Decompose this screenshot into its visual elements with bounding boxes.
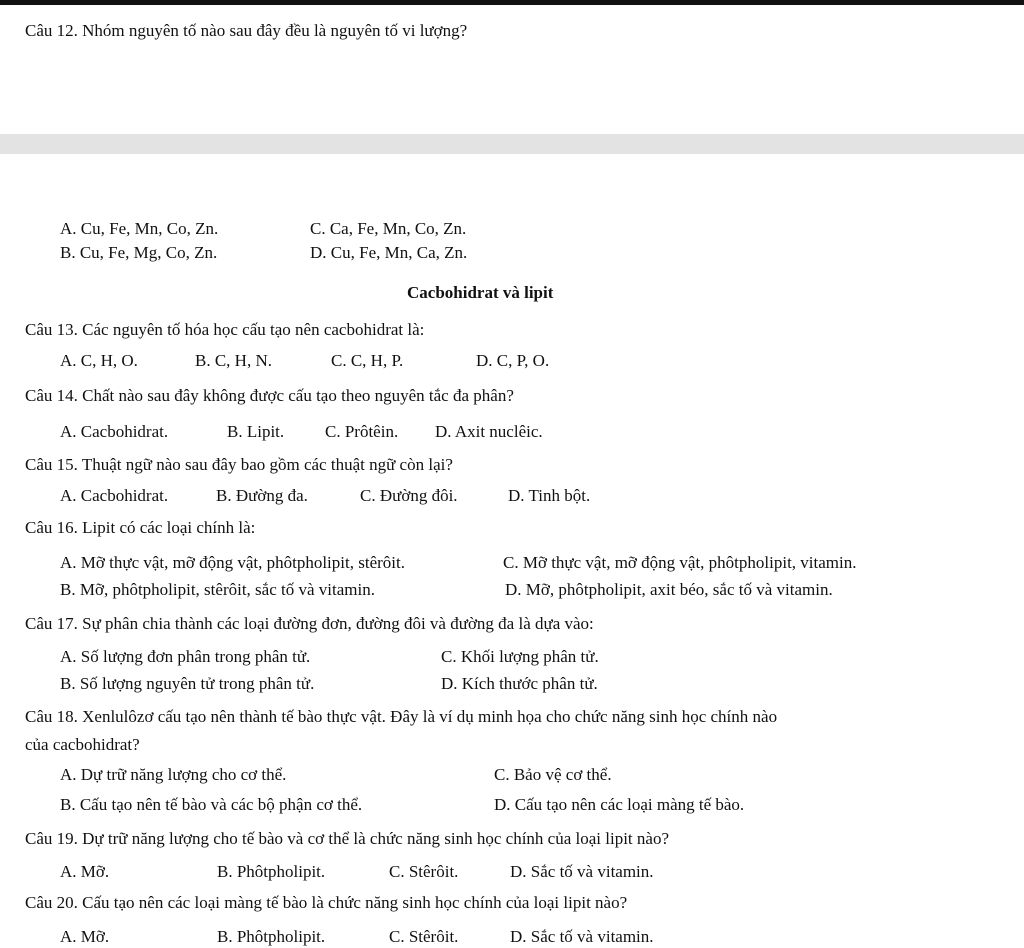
q16-option-c: C. Mỡ thực vật, mỡ động vật, phôtpholipit, vitamin. <box>503 553 857 572</box>
q17-option-a: A. Số lượng đơn phân trong phân tử. <box>60 647 311 666</box>
question-18-line-1: Câu 18. Xenlulôzơ cấu tạo nên thành tế bào thực vật. Đây là ví dụ minh họa cho chức năng sinh học chính nào <box>25 707 778 726</box>
question-15: Câu 15. Thuật ngữ nào sau đây bao gồm các thuật ngữ còn lại? <box>25 455 453 474</box>
q13-option-a: A. C, H, O. <box>60 351 138 370</box>
question-17: Câu 17. Sự phân chia thành các loại đường đơn, đường đôi và đường đa là dựa vào: <box>25 614 594 633</box>
question-19: Câu 19. Dự trữ năng lượng cho tế bào và cơ thể là chức năng sinh học chính của loại lipit nào? <box>25 829 669 848</box>
q15-option-b: B. Đường đa. <box>216 486 308 505</box>
q18-option-d: D. Cấu tạo nên các loại màng tế bào. <box>494 795 745 814</box>
section-title: Cacbohidrat và lipit <box>407 283 554 302</box>
q20-option-b: B. Phôtpholipit. <box>217 927 326 946</box>
q12-option-d: D. Cu, Fe, Mn, Ca, Zn. <box>310 243 468 262</box>
q15-option-c: C. Đường đôi. <box>360 486 458 505</box>
question-13: Câu 13. Các nguyên tố hóa học cấu tạo nên cacbohidrat là: <box>25 320 425 339</box>
q12-option-c: C. Ca, Fe, Mn, Co, Zn. <box>310 219 467 238</box>
q12-option-b: B. Cu, Fe, Mg, Co, Zn. <box>60 243 218 262</box>
question-12: Câu 12. Nhóm nguyên tố nào sau đây đều là nguyên tố vi lượng? <box>25 21 468 40</box>
question-20: Câu 20. Cấu tạo nên các loại màng tế bào là chức năng sinh học chính của loại lipit nào? <box>25 893 628 912</box>
q18-option-a: A. Dự trữ năng lượng cho cơ thể. <box>60 765 287 784</box>
q15-option-d: D. Tinh bột. <box>508 486 591 505</box>
question-14: Câu 14. Chất nào sau đây không được cấu tạo theo nguyên tắc đa phân? <box>25 386 514 405</box>
q13-option-b: B. C, H, N. <box>195 351 272 370</box>
page-gap-band <box>0 134 1024 154</box>
q20-option-a: A. Mỡ. <box>60 927 110 946</box>
q14-option-b: B. Lipit. <box>227 422 285 441</box>
q13-option-d: D. C, P, O. <box>476 351 550 370</box>
q19-option-b: B. Phôtpholipit. <box>217 862 326 881</box>
q14-option-d: D. Axit nuclêic. <box>435 422 543 441</box>
q17-option-b: B. Số lượng nguyên tử trong phân tử. <box>60 674 315 693</box>
top-border <box>0 0 1024 5</box>
q16-option-a: A. Mỡ thực vật, mỡ động vật, phôtpholipit, stêrôit. <box>60 553 405 572</box>
q16-option-d: D. Mỡ, phôtpholipit, axit béo, sắc tố và vitamin. <box>505 580 833 599</box>
q20-option-d: D. Sắc tố và vitamin. <box>510 927 654 946</box>
q14-option-c: C. Prôtêin. <box>325 422 399 441</box>
q16-option-b: B. Mỡ, phôtpholipit, stêrôit, sắc tố và vitamin. <box>60 580 375 599</box>
q18-option-b: B. Cấu tạo nên tế bào và các bộ phận cơ thể. <box>60 795 363 814</box>
q13-option-c: C. C, H, P. <box>331 351 404 370</box>
q18-option-c: C. Bảo vệ cơ thể. <box>494 765 612 784</box>
q12-option-a: A. Cu, Fe, Mn, Co, Zn. <box>60 219 219 238</box>
q19-option-c: C. Stêrôit. <box>389 862 459 881</box>
q14-option-a: A. Cacbohidrat. <box>60 422 169 441</box>
q15-option-a: A. Cacbohidrat. <box>60 486 169 505</box>
q19-option-a: A. Mỡ. <box>60 862 110 881</box>
q17-option-c: C. Khối lượng phân tử. <box>441 647 599 666</box>
question-16: Câu 16. Lipit có các loại chính là: <box>25 518 256 537</box>
q17-option-d: D. Kích thước phân tử. <box>441 674 598 693</box>
q20-option-c: C. Stêrôit. <box>389 927 459 946</box>
question-18-line-2: của cacbohidrat? <box>25 735 140 754</box>
q19-option-d: D. Sắc tố và vitamin. <box>510 862 654 881</box>
